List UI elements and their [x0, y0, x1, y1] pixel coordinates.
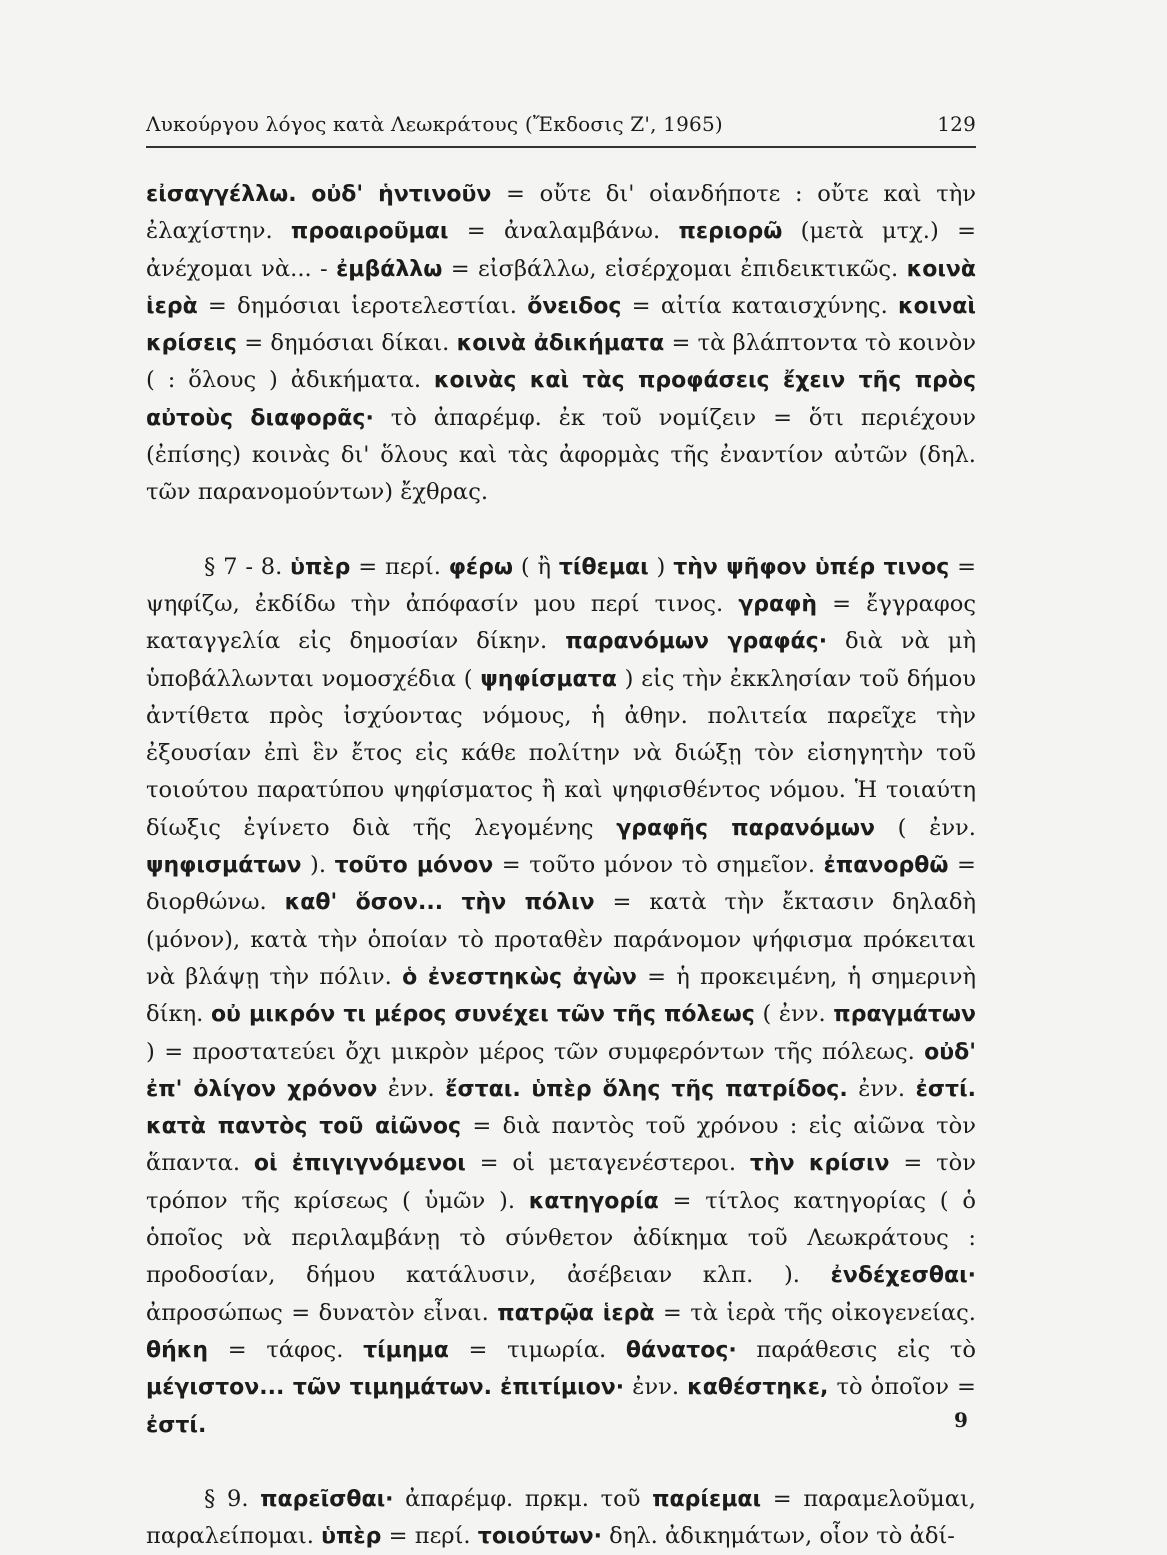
lemma-term: ἐμβάλλω: [336, 256, 443, 282]
gloss-text: ).: [301, 852, 335, 879]
lemma-term: τοιούτων·: [477, 1524, 602, 1550]
paragraph-intro: [146, 176, 976, 512]
gloss-text: ἐνν.: [624, 1374, 688, 1401]
gloss-text: = τίτλος κατηγορίας ( ὁ ὁποῖος νὰ περιλαμβάνῃ τὸ σύνθετον ἀδίκημα τοῦ Λεωκράτους : προδοσίαν, δήμου κατάλυσιν, ἀσέβειαν κλπ. ).: [146, 1187, 976, 1289]
lemma-term: οὐ μικρόν τι μέρος συνέχει τῶν τῆς πόλεως: [210, 1002, 755, 1028]
lemma-term: θήκη: [146, 1337, 209, 1363]
lemma-term: ἐπιτίμιον·: [500, 1375, 625, 1401]
gloss-text: = κατὰ τὴν ἔκτασιν δηλαδὴ (μόνον), κατὰ τὴν ὁποίαν τὸ προταθὲν παράνομον ψήφισμα πρόκειται νὰ βλάψῃ τὴν πόλιν.: [146, 889, 976, 990]
lemma-term: ἐστί.: [146, 1412, 207, 1438]
gloss-text: = τοῦτο μόνον τὸ σημεῖον.: [493, 852, 824, 879]
lemma-term: καθέστηκε,: [687, 1375, 829, 1401]
lemma-term: καθ' ὅσον... τὴν πόλιν: [284, 890, 595, 916]
gloss-text: = περί.: [381, 1523, 478, 1550]
gloss-text: ) εἰς τὴν ἐκκλησίαν τοῦ δήμου ἀντίθετα πρὸς ἰσχύοντας νόμους, ἡ ἀθην. πολιτεία παρεῖχε τὴν ἐξουσίαν ἐπὶ ἓν ἔτος εἰς κάθε πολίτην νὰ διώξῃ τὸν εἰσηγητὴν τοῦ τοιούτου παρατύπου ψηφίσματος ἢ καὶ ψηφισθέντος νόμου. Ἡ τοιαύτη δίωξις ἐγίνετο διὰ τῆς λεγομένης: [146, 665, 976, 841]
lemma-term: ἐπανορθῶ: [823, 853, 949, 879]
gloss-text: = τιμωρία.: [448, 1336, 626, 1363]
lemma-term: τὴν ψῆφον ὑπέρ τινος: [673, 554, 950, 580]
lemma-term: ὑπὲρ ὅλης τῆς πατρίδος.: [531, 1076, 848, 1102]
lemma-term: τίμημα: [363, 1337, 449, 1363]
lemma-term: ἐνδέχεσθαι·: [830, 1263, 976, 1289]
lemma-term: γραφῆς παρανόμων: [616, 815, 875, 841]
lemma-term: τὴν κρίσιν: [749, 1151, 890, 1177]
gloss-text: = δημόσιαι δίκαι.: [236, 330, 457, 357]
lemma-term: πατρῷα ἱερὰ: [497, 1300, 655, 1326]
lemma-term: παρίεμαι: [652, 1486, 762, 1512]
gloss-text: = οἱ μεταγενέστεροι.: [465, 1150, 750, 1177]
gloss-text: = τάφος.: [208, 1336, 364, 1363]
gloss-text: = ἔγγραφος καταγγελία εἰς δημοσίαν δίκην.: [146, 590, 976, 655]
gloss-text: ἐνν.: [377, 1075, 446, 1102]
lemma-term: οἱ ἐπιγιγνόμενοι: [253, 1151, 466, 1177]
lemma-term: ὁ ἐνεστηκὼς ἀγὼν: [402, 964, 637, 990]
lemma-term: εἰσαγγέλλω.: [146, 182, 297, 207]
lemma-term: τοῦτο μόνον: [334, 853, 494, 879]
gloss-text: = δημόσιαι ἱεροτελεστίαι.: [197, 292, 528, 319]
lemma-term: γραφὴ: [738, 591, 818, 617]
running-title: Λυκούργου λόγος κατὰ Λεωκράτους (Ἔκδοσις Ζ', 1965): [146, 112, 723, 136]
lemma-term: ψηφίσματα: [480, 666, 617, 692]
gloss-text: = τὰ βλάπτοντα τὸ κοινὸν ( : ὅλους ) ἀδικήματα.: [146, 330, 976, 394]
lemma-term: τίθεμαι: [558, 554, 649, 580]
gloss-text: = εἰσβάλλω, εἰσέρχομαι ἐπιδεικτικῶς.: [442, 255, 907, 282]
signature-mark: 9: [954, 1408, 968, 1432]
gloss-text: = ψηφίζω, ἐκδίδω τὴν ἀπόφασίν μου περί τινος.: [146, 553, 977, 617]
gloss-text: [492, 1374, 500, 1400]
gloss-text: παράθεσις εἰς τὸ: [736, 1336, 976, 1363]
gloss-text: διὰ νὰ μὴ ὑποβάλλωνται νομοσχέδια (: [146, 628, 976, 692]
lemma-term: ἐστί.: [915, 1076, 977, 1102]
lemma-term: κατὰ παντὸς τοῦ αἰῶνος: [146, 1114, 462, 1140]
lemma-term: προαιροῦμαι: [290, 219, 449, 245]
lemma-term: παρανόμων γραφάς·: [565, 629, 828, 655]
gloss-text: = αἰτία καταισχύνης.: [621, 292, 898, 319]
gloss-text: ἐνν.: [847, 1075, 916, 1102]
lemma-term: οὐδ' ἡντινοῦν: [311, 182, 492, 207]
lemma-term: κοινὰ ἀδικήματα: [456, 331, 665, 357]
paragraph-section-9: [146, 1481, 976, 1555]
gloss-text: [297, 181, 312, 207]
gloss-text: [521, 1076, 532, 1102]
lemma-term: φέρω: [448, 554, 514, 580]
gloss-text: = ἡ προκειμένη, ἡ σημερινὴ δίκη.: [146, 963, 976, 1028]
lemma-term: πραγμάτων: [833, 1002, 976, 1028]
gloss-text: τὸ ὁποῖον =: [828, 1374, 976, 1401]
lemma-term: παρεῖσθαι·: [260, 1486, 394, 1512]
gloss-text: = περί.: [350, 553, 449, 580]
lemma-term: ὄνειδος: [527, 293, 622, 319]
gloss-text: δηλ. ἀδικημάτων, οἷον τὸ ἀδί-: [601, 1523, 955, 1550]
gloss-text: § 9.: [204, 1485, 261, 1512]
lemma-term: κατηγορία: [528, 1188, 659, 1214]
gloss-text: τὸ ἀπαρέμφ. ἐκ τοῦ νομίζειν = ὅτι περιέχουν (ἐπίσης) κοινὰς δι' ὅλους καὶ τὰς ἀφορμὰς τῆς ἐναντίον αὐτῶν (δηλ. τῶν παρανομούντων) ἔχθρας.: [146, 404, 976, 506]
lemma-term: μέγιστον... τῶν τιμημάτων.: [146, 1375, 492, 1401]
gloss-text: = ἀναλαμβάνω.: [448, 218, 679, 245]
gloss-text: ( ἐνν.: [754, 1001, 834, 1028]
gloss-text: = τὸν τρόπον τῆς κρίσεως ( ὑμῶν ).: [146, 1150, 976, 1214]
page-number: 129: [937, 112, 976, 136]
lemma-term: ὑπὲρ: [321, 1524, 382, 1550]
lemma-term: οὐδ' ἐπ' ὀλίγον χρόνον: [146, 1039, 976, 1102]
lemma-term: θάνατος·: [625, 1337, 737, 1363]
gloss-text: ( ἢ: [513, 553, 559, 580]
running-header: [146, 112, 976, 136]
lemma-term: ψηφισμάτων: [146, 853, 302, 879]
gloss-text: = παραμελοῦμαι, παραλείπομαι.: [146, 1485, 976, 1550]
gloss-text: = τὰ ἱερὰ τῆς οἰκογενείας.: [654, 1299, 976, 1326]
gloss-text: § 7 - 8.: [204, 553, 291, 580]
commentary-body: [146, 176, 976, 1555]
gloss-text: ) = προστατεύει ὄχι μικρὸν μέρος τῶν συμφερόντων τῆς πόλεως.: [146, 1038, 925, 1065]
lemma-term: κοιναὶ κρίσεις: [146, 293, 976, 357]
paragraph-section-7-8: [146, 549, 976, 1444]
lemma-term: κοινὰς καὶ τὰς προφάσεις ἔχειν τῆς πρὸς αὐτοὺς διαφορᾶς·: [146, 368, 976, 431]
gloss-text: = διορθώνω.: [146, 852, 976, 916]
lemma-term: περιορῶ: [678, 219, 783, 245]
gloss-text: ( ἐνν.: [874, 814, 976, 841]
gloss-text: ): [648, 553, 674, 580]
lemma-term: ἔσται.: [445, 1076, 521, 1102]
gloss-text: ἀπροσώπως = δυνατὸν εἶναι.: [146, 1299, 498, 1326]
header-rule: [146, 146, 976, 148]
lemma-term: κοινὰ ἱερὰ: [146, 256, 976, 319]
gloss-text: (μετὰ μτχ.) = ἀνέχομαι νὰ... -: [146, 218, 977, 282]
gloss-text: ἀπαρέμφ. πρκμ. τοῦ: [393, 1485, 653, 1512]
lemma-term: ὑπὲρ: [290, 554, 351, 580]
gloss-text: = διὰ παντὸς τοῦ χρόνου : εἰς αἰῶνα τὸν ἅπαντα.: [146, 1113, 976, 1177]
gloss-text: = οὔτε δι' οἱανδήποτε : οὔτε καὶ τὴν ἐλαχίστην.: [146, 181, 977, 245]
